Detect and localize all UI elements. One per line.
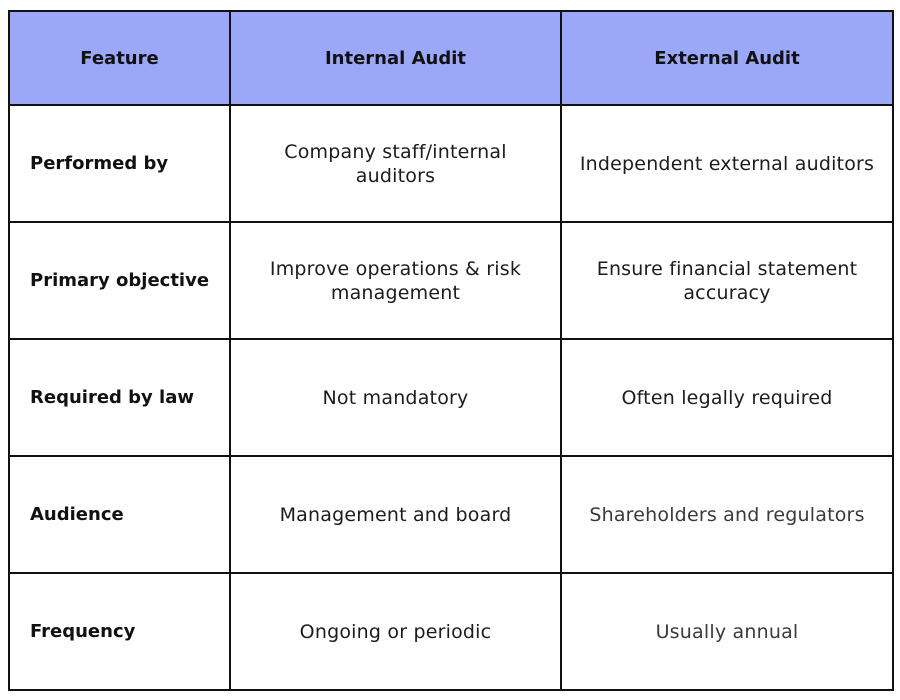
- comparison-table: [8, 10, 894, 691]
- external-cell: Often legally required: [561, 339, 893, 456]
- header-feature: Feature: [9, 11, 230, 105]
- internal-cell: Not mandatory: [230, 339, 561, 456]
- external-cell: Ensure financial statement accuracy: [561, 222, 893, 339]
- feature-cell: Primary objective: [9, 222, 230, 339]
- table-row: [9, 339, 893, 456]
- external-cell: Shareholders and regulators: [561, 456, 893, 573]
- table-row: [9, 573, 893, 690]
- feature-cell: Frequency: [9, 573, 230, 690]
- table-header: [9, 11, 893, 105]
- table-row: [9, 456, 893, 573]
- external-cell: Usually annual: [561, 573, 893, 690]
- header-internal-audit: Internal Audit: [230, 11, 561, 105]
- header-external-audit: External Audit: [561, 11, 893, 105]
- internal-cell: Management and board: [230, 456, 561, 573]
- feature-cell: Audience: [9, 456, 230, 573]
- feature-cell: Required by law: [9, 339, 230, 456]
- internal-cell: Ongoing or periodic: [230, 573, 561, 690]
- internal-cell: Improve operations & risk management: [230, 222, 561, 339]
- external-cell: Independent external auditors: [561, 105, 893, 222]
- internal-cell: Company staff/internal auditors: [230, 105, 561, 222]
- table-row: [9, 222, 893, 339]
- table-body: [9, 105, 893, 690]
- header-row: [9, 11, 893, 105]
- table-row: [9, 105, 893, 222]
- feature-cell: Performed by: [9, 105, 230, 222]
